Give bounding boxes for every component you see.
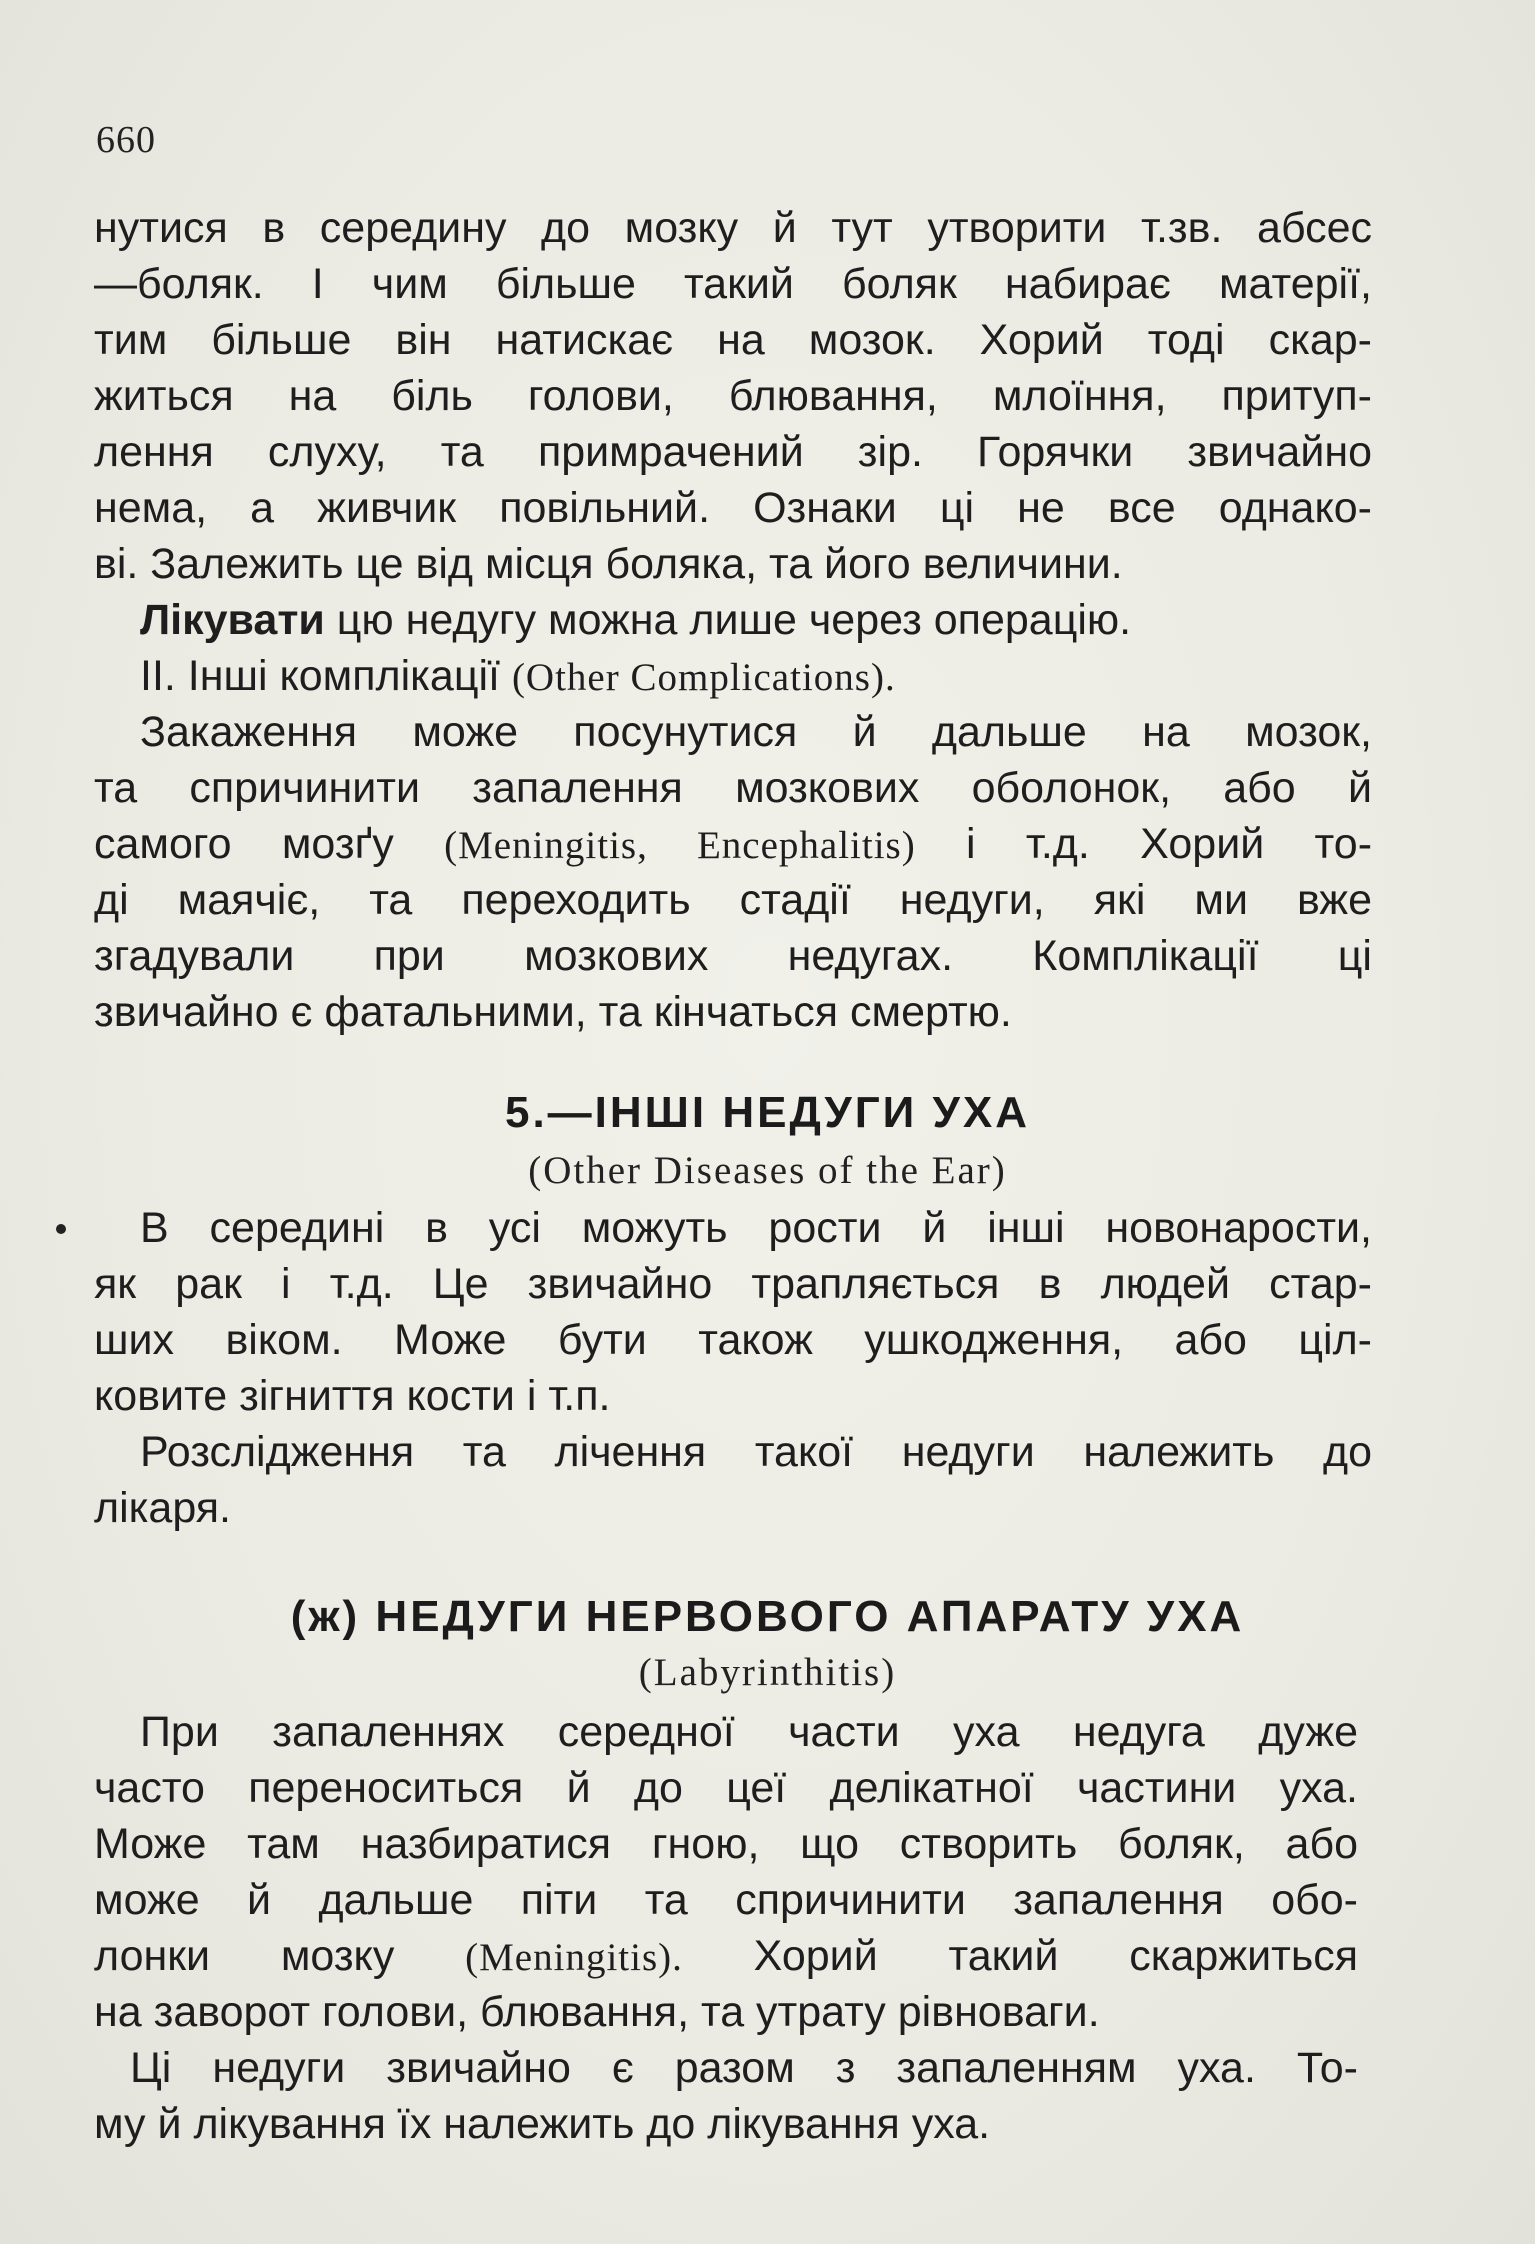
text-line: згадували при мозкових недугах. Комплікації ці: [94, 932, 1372, 980]
text-line: Закаження може посунутися й дальше на мозок,: [140, 708, 1372, 756]
complications-latin: (Other Complications).: [511, 656, 896, 699]
text-line: нутися в середину до мозку й тут утворити т.зв. абсес: [94, 204, 1372, 252]
text-line: лення слуху, та примрачений зір. Горячки звичайно: [94, 428, 1372, 476]
complications-title-line: [140, 648, 1372, 706]
text-line: як рак і т.д. Це звичайно трапляється в людей стар-: [94, 1260, 1372, 1308]
text-line-with-latin: [94, 816, 1372, 874]
text-span: самого мозґу: [94, 820, 445, 868]
text-span: Хорий такий скаржиться: [682, 1932, 1359, 1980]
text-line: ших віком. Може бути також ушкодження, або ціл-: [94, 1316, 1372, 1364]
text-line: житься на біль голови, блювання, млоїння, притуп-: [94, 372, 1372, 420]
ink-dot: [56, 1224, 66, 1234]
text-line: може й дальше піти та спричинити запалення обо-: [94, 1876, 1358, 1924]
text-line: ді маячіє, та переходить стадії недуги, які ми вже: [94, 876, 1372, 924]
section-heading-5: 5.—ІНШІ НЕДУГИ УХА: [504, 1088, 1031, 1137]
section-subheading-zh: (Labyrinthitis): [638, 1651, 897, 1694]
text-line: Розслідження та лічення такої недуги належить до: [140, 1428, 1372, 1476]
section-subheading-5: (Other Diseases of the Ear): [528, 1149, 1007, 1192]
text-line: ві. Залежить це від місця боляка, та його величини.: [94, 540, 1123, 588]
text-line: на заворот голови, блювання, та утрату рівноваги.: [94, 1988, 1100, 2036]
text-line: Ці недуги звичайно є разом з запаленням уха. То-: [130, 2044, 1358, 2092]
complications-title: ІІ. Інші комплікації: [140, 652, 512, 700]
text-line: лікаря.: [94, 1484, 231, 1532]
text-span: лонки мозку: [94, 1932, 466, 1980]
text-span: і т.д. Хорий то-: [915, 820, 1373, 868]
text-line: звичайно є фатальними, та кінчаться смертю.: [94, 988, 1012, 1036]
text-line: В середині в усі можуть рости й інші новонарости,: [140, 1204, 1372, 1252]
treatment-text: цю недугу можна лише через операцію.: [324, 596, 1132, 644]
treatment-bold-word: Лікувати: [140, 596, 325, 644]
section-heading-zh: (ж) НЕДУГИ НЕРВОВОГО АПАРАТУ УХА: [290, 1592, 1245, 1641]
treatment-line: [140, 592, 1372, 648]
page-number: 660: [96, 119, 156, 161]
text-line: ковите зігниття кости і т.п.: [94, 1372, 611, 1420]
text-line-with-latin: [94, 1928, 1358, 1986]
meningitis-latin: (Meningitis).: [465, 1936, 683, 1979]
text-line: нема, а живчик повільний. Ознаки ці не все однако-: [94, 484, 1372, 532]
meningitis-encephalitis-latin: (Meningitis, Encephalitis): [444, 824, 916, 867]
text-line: та спричинити запалення мозкових оболонок, або й: [94, 764, 1372, 812]
text-line: При запаленнях середної части уха недуга дуже: [140, 1708, 1358, 1756]
text-line: тим більше він натискає на мозок. Хорий тоді скар-: [94, 316, 1372, 364]
text-line: му й лікування їх належить до лікування уха.: [94, 2100, 991, 2148]
text-line: —боляк. І чим більше такий боляк набирає матерії,: [94, 260, 1372, 308]
text-line: часто переноситься й до цеї делікатної частини уха.: [94, 1764, 1358, 1812]
text-line: Може там назбиратися гною, що створить боляк, або: [94, 1820, 1358, 1868]
